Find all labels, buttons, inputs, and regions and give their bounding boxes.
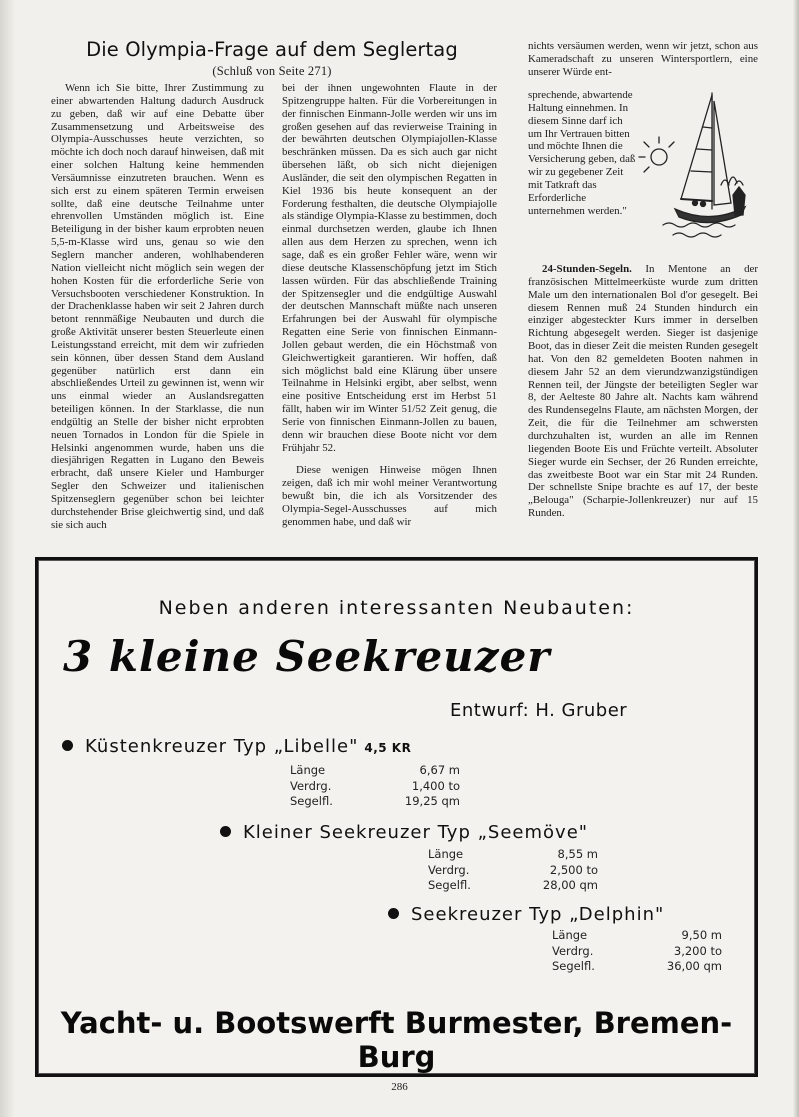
ad-headline: 3 kleine Seekreuzer bbox=[63, 632, 551, 681]
page-number: 286 bbox=[391, 1081, 408, 1093]
specs-libelle bbox=[290, 763, 460, 810]
spec-label: Länge bbox=[428, 847, 464, 861]
article-column-3-wrap: sprechende, abwartende Haltung einnehmen. In diesem Sinne darf ich um Ihr Vertrauen bitten und möchte Ihnen die Versicherung geben, daß wir zu gegebener Zeit mit Tatkraft das Erforderliche unternehmen werden." bbox=[528, 89, 636, 217]
spec-value: 19,25 qm bbox=[404, 794, 460, 808]
spec-value: 2,500 to bbox=[549, 862, 598, 877]
article-title: Die Olympia-Frage auf dem Seglertag bbox=[86, 38, 458, 61]
model-delphin bbox=[388, 904, 664, 925]
spec-label: Segelfl. bbox=[428, 878, 471, 892]
specs-delphin bbox=[552, 928, 722, 975]
spec-label: Segelfl. bbox=[290, 794, 333, 808]
article-paragraph: Diese wenigen Hinweise mögen Ihnen zeigen, daß ich mir wohl meiner Verantwortung bewußt bin, die ich als Vorsitzender des Olympia-Segel-Ausschusses auf mich genommen habe, und daß wir bbox=[282, 464, 497, 528]
model-name: Kleiner Seekreuzer Typ „Seemöve" bbox=[243, 822, 589, 843]
spec-label: Verdrg. bbox=[552, 943, 594, 958]
spec-value: 8,55 m bbox=[557, 847, 598, 861]
sailing-24h-heading: 24-Stunden-Segeln. bbox=[542, 263, 632, 275]
ad-company-name: Yacht- u. Bootswerft Burmester, Bremen-Burg bbox=[60, 1006, 733, 1074]
spec-label: Länge bbox=[552, 928, 588, 942]
article-column-3-top: nichts versäumen werden, wenn wir jetzt, schon aus Kameradschaft zu unseren Wintersportlern, eine unserer Würde ent- bbox=[528, 40, 758, 78]
spec-label: Länge bbox=[290, 763, 326, 777]
article-paragraph: Wenn ich Sie bitte, Ihrer Zustimmung zu einer abwartenden Haltung dadurch Ausdruck zu geben, daß wir auf eine Debatte über Zusammensetzung und Arbeitsweise des Olympia-Ausschusses heute verzichten, so möchte ich doch noch darauf hinweisen, daß mit einer solchen Haltung keine hemmenden Versäumnisse einzutreten brauchen. Wenn es sich erst zu einem späteren Termin erweisen sollte, daß eine deutsche Teilnahme unter ehrenvollen Umständen möglich ist. Eine Beteiligung in der bisher kaum erprobten neuen 5,5-m-Klasse wird uns, genau so wie den Seglern mancher anderen, wohlhabenderen Nation vielleicht nicht möglich sein wegen der hohen Kosten für die erforderliche Serie von Versuchsbooten verschiedener Konstruktion. In der Drachenklasse haben wir seit 2 Jahren durch betont rennmäßige Neubauten und durch die große Aktivität unserer besten Steuerleute einen Leistungsstand erreicht, mit dem wir zufrieden sein können, über dessen Stand dem Ausland gegenüber natürlich erst dann ein abschließendes Urteil zu gewinnen ist, wenn wir uns einmal wieder an Auslandsregatten beteiligen können. In der Starklasse, die nun endgültig an Stelle der bisher nicht erprobten neuen Tornados in London für die Spiele in Helsinki angenommen wurde, haben uns die diesjährigen Regatten in Lugano den Beweis erbracht, daß unsere Kieler und Hamburger Segler den Schweizer und italienischen Spitzenseglern gegenüber schon bei leichter durchstehender Brise gleichwertig sind, und daß sie sich auch bbox=[51, 82, 264, 531]
spec-value: 9,50 m bbox=[681, 928, 722, 942]
model-name: Seekreuzer Typ „Delphin" bbox=[411, 904, 665, 925]
article-column-2 bbox=[282, 82, 497, 529]
spec-value: 36,00 qm bbox=[666, 959, 722, 973]
page-edge-left bbox=[0, 0, 14, 1117]
sailing-24h-text: In Mentone an der französischen Mittelmeerküste wurde zum dritten Male um den internationalen Bol d'or gesegelt. Bei diesem Rennen muß 24 Stunden hindurch ein einziger abgesteckter Kurs immer in derselben Richtung abgesegelt werden. Sieger ist dasjenige Boot, das in dieser Zeit die meisten Runden gesegelt hat. Von den 82 gemeldeten Booten nahmen in diesem Jahr 52 an dem vierundzwanzigstündigen Rennen teil, der Jüngste der beteiligten Segler war 8, der Aelteste 80 Jahre alt. Nachts kam während des Rundensegelns Flaute, am nächsten Morgen, der Zeit, die für die Teilnehmer am schwersten durchzuhalten ist, wurden an alle im Rennen liegenden Boote Eis und Früchte verteilt. Absoluter Sieger wurde ein Sechser, der 26 Runden erreichte, das zweitbeste Boot war ein Star mit 24 Runden. Der schnellste Snipe brachte es auf 17, der beste „Belouga" (Scharpie-Jollenkreuzer) nur auf 15 Runden. bbox=[528, 263, 758, 520]
spec-label: Segelfl. bbox=[552, 959, 595, 973]
spec-value: 1,400 to bbox=[411, 778, 460, 793]
article-subtitle: (Schluß von Seite 271) bbox=[212, 64, 332, 78]
shipyard-advertisement bbox=[35, 557, 758, 1077]
ad-designer: Entwurf: H. Gruber bbox=[450, 700, 628, 721]
model-class: 4,5 KR bbox=[364, 741, 412, 755]
bullet-dot-icon bbox=[220, 826, 231, 837]
spec-label: Verdrg. bbox=[428, 862, 470, 877]
spec-label: Verdrg. bbox=[290, 778, 332, 793]
bullet-dot-icon bbox=[62, 740, 73, 751]
model-libelle bbox=[62, 736, 411, 757]
page-edge-right bbox=[793, 0, 799, 1117]
ad-kicker: Neben anderen interessanten Neubauten: bbox=[158, 597, 635, 619]
model-name: Küstenkreuzer Typ „Libelle" bbox=[85, 736, 359, 757]
spec-value: 28,00 qm bbox=[542, 878, 598, 892]
article-paragraph: bei der ihnen ungewohnten Flaute in der Spitzengruppe halten. Für die Vorbereitungen in der finnischen Einmann-Jolle werden wir uns im großen gesehen auf das revierweise Training in der bewährten deutschen Olympiajollen-Klasse beschränken müssen. Da es sich auch gar nicht übersehen läßt, ob sich nicht diejenigen Ausländer, die seit den olympischen Regatten in Kiel 1936 bis heute konsequent an der Forderung festhalten, die deutsche Olympiajolle als ständige Olympia-Klasse zu bestimmen, doch einmal durchsetzen werden, glaube ich Ihnen allen aus dem Herzen zu sprechen, wenn ich sage, daß es ein großer Fehler wäre, wenn wir diese deutsche Klassenschöpfung jetzt im Stich lassen würden. Für das abschließende Training der Spitzensegler und die endgültige Auswahl der deutschen Mannschaft müßte nach unseren Erfahrungen bei der Auswahl für olympische Regatten eine Serie von finnischen Einmann-Jollen gebaut werden, die ein Höchstmaß von Gleichwertigkeit garantieren. Wir hoffen, daß sich möglichst bald eine Klärung über unsere Teilnahme in Helsinki ergibt, aber selbst, wenn eine positive Entscheidung erst im Herbst 51 fällt, haben wir im Winter 51/52 Zeit genug, die Serie von finnischen Einmann-Jollen zu bauen, denn wir brauchen diese Boote nicht vor dem Frühjahr 52. bbox=[282, 82, 497, 454]
sailboat-illustration bbox=[633, 87, 759, 249]
sailing-24h-article bbox=[528, 263, 758, 520]
model-seemoeve bbox=[220, 822, 588, 843]
article-column-1 bbox=[51, 82, 264, 532]
bullet-dot-icon bbox=[388, 908, 399, 919]
spec-value: 3,200 to bbox=[673, 943, 722, 958]
specs-seemoeve bbox=[428, 847, 598, 894]
spec-value: 6,67 m bbox=[419, 763, 460, 777]
